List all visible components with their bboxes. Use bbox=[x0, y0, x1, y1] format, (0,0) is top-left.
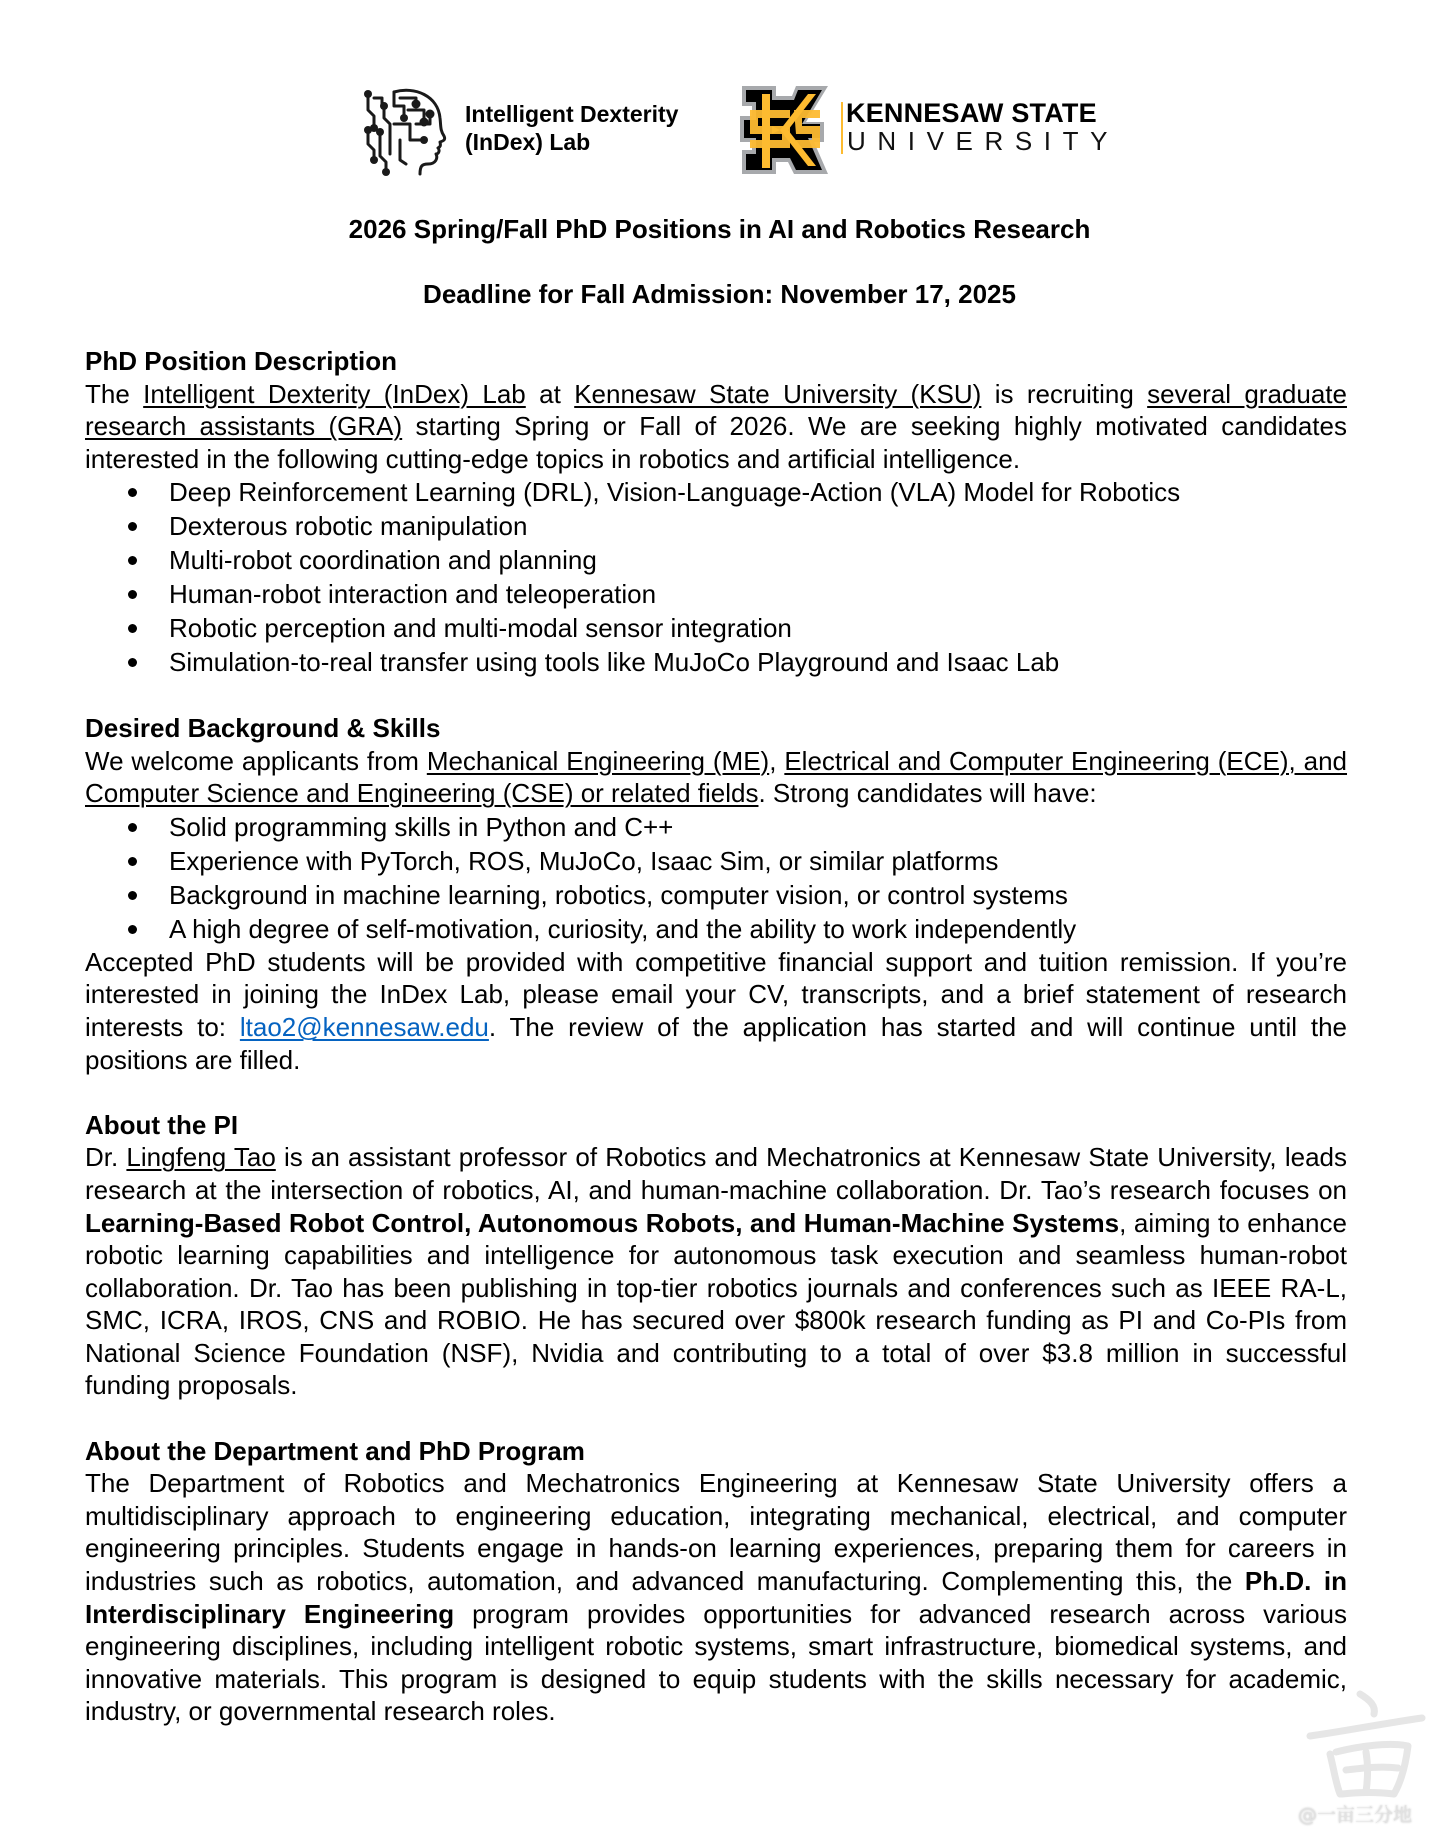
pi-name-link[interactable]: Lingfeng Tao bbox=[126, 1142, 276, 1173]
bullet-icon bbox=[128, 488, 137, 497]
section-heading: About the PI bbox=[85, 1109, 239, 1140]
lab-link[interactable]: Intelligent Dexterity (InDex) Lab bbox=[143, 378, 526, 409]
research-areas-bold: Learning-Based Robot Control, Autonomous Robots, and Human-Machine Systems bbox=[85, 1207, 1120, 1238]
text-run: Dr. bbox=[85, 1142, 127, 1173]
text-run: at bbox=[525, 378, 575, 409]
page-title: 2026 Spring/Fall PhD Positions in AI and Robotics Research bbox=[348, 214, 1091, 244]
list-item bbox=[85, 810, 1347, 844]
list-item bbox=[85, 475, 1347, 509]
lab-name bbox=[465, 100, 678, 156]
program-name-bold: Ph.D. in Interdisciplinary Engineering bbox=[85, 1566, 1347, 1629]
text-run: The Department of Robotics and Mechatronics Engineering at Kennesaw State University offers a multidisciplinary approach to engineering education, integrating mechanical, electrical, and computer engineering principles. Students engage in hands-on learning experiences, preparing them for careers in industries such as robotics, automation, and advanced manufacturing. Complementing this, the bbox=[85, 1468, 1347, 1597]
university-name-line1: KENNESAW STATE bbox=[846, 98, 1097, 128]
list-item bbox=[85, 912, 1347, 946]
list-item bbox=[85, 878, 1347, 912]
pi-paragraph bbox=[85, 1141, 1347, 1402]
list-item bbox=[85, 577, 1347, 611]
background-intro-paragraph bbox=[85, 745, 1347, 810]
bullet-icon bbox=[128, 624, 137, 633]
text-run: . Strong candidates will have: bbox=[758, 778, 1097, 809]
list-item-text: Solid programming skills in Python and C++ bbox=[169, 811, 674, 842]
me-link[interactable]: Mechanical Engineering (ME) bbox=[426, 745, 770, 776]
position-intro-paragraph bbox=[85, 378, 1347, 476]
list-item bbox=[85, 509, 1347, 543]
text-run: is an assistant professor of Robotics and Mechatronics at Kennesaw State University, leads research at the intersection of robotics, AI, and human-machine collaboration. Dr. Tao’s research focuses on bbox=[85, 1142, 1347, 1205]
bullet-icon bbox=[128, 522, 137, 531]
text-run: starting Spring or Fall of 2026. We are seeking highly motivated candidates interested in the following cutting-edge topics in robotics and artificial intelligence. bbox=[85, 411, 1347, 474]
document-body bbox=[85, 345, 1347, 1728]
bullet-icon bbox=[128, 857, 137, 866]
bullet-icon bbox=[128, 891, 137, 900]
email-link[interactable]: ltao2@kennesaw.edu bbox=[239, 1011, 489, 1042]
lab-name-line1: Intelligent Dexterity bbox=[465, 101, 679, 127]
section-position-description bbox=[85, 345, 1347, 679]
circuit-head-icon bbox=[360, 84, 450, 176]
gra-link[interactable]: several graduate research assistants (GRA) bbox=[85, 378, 1347, 442]
text-run: Accepted PhD students will be provided with competitive financial support and tuition remission. If you’re interested in joining the InDex Lab, please email your CV, transcripts, and a brief statement of research interests to: bbox=[85, 946, 1347, 1042]
department-paragraph bbox=[85, 1467, 1347, 1728]
section-background-skills bbox=[85, 712, 1347, 1076]
application-paragraph bbox=[85, 946, 1347, 1076]
spacer bbox=[85, 1076, 1347, 1109]
list-item-text: Human-robot interaction and teleoperation bbox=[169, 579, 657, 610]
bullet-icon bbox=[128, 658, 137, 667]
section-heading: About the Department and PhD Program bbox=[85, 1435, 585, 1466]
skills-list bbox=[85, 810, 1347, 946]
ece-cse-link[interactable]: Electrical and Computer Engineering (ECE), and Computer Science and Engineering (CSE) or related fields bbox=[85, 745, 1348, 809]
section-about-department bbox=[85, 1435, 1347, 1728]
list-item-text: A high degree of self-motivation, curiosity, and the ability to work independently bbox=[169, 913, 1077, 944]
list-item bbox=[85, 543, 1347, 577]
bullet-icon bbox=[128, 556, 137, 565]
section-about-pi bbox=[85, 1109, 1347, 1402]
deadline-line: Deadline for Fall Admission: November 17, 2025 bbox=[423, 279, 1016, 309]
list-item-text: Multi-robot coordination and planning bbox=[169, 545, 597, 576]
list-item-text: Deep Reinforcement Learning (DRL), Vision-Language-Action (VLA) Model for Robotics bbox=[169, 477, 1181, 508]
text-run: , bbox=[769, 745, 785, 776]
research-topics-list bbox=[85, 475, 1347, 679]
spacer bbox=[85, 1402, 1347, 1435]
list-item-text: Robotic perception and multi-modal sensor integration bbox=[169, 613, 792, 644]
text-run: is recruiting bbox=[981, 378, 1148, 409]
list-item-text: Background in machine learning, robotics, computer vision, or control systems bbox=[169, 879, 1068, 910]
watermark-text: @一亩三分地 bbox=[1298, 1804, 1413, 1826]
list-item-text: Dexterous robotic manipulation bbox=[169, 511, 528, 542]
list-item-text: Simulation-to-real transfer using tools like MuJoCo Playground and Isaac Lab bbox=[169, 647, 1060, 678]
text-run: . The review of the application has started and will continue until the positions are filled. bbox=[85, 1011, 1347, 1075]
spacer bbox=[85, 679, 1347, 712]
list-item-text: Experience with PyTorch, ROS, MuJoCo, Isaac Sim, or similar platforms bbox=[169, 845, 999, 876]
bullet-icon bbox=[128, 925, 137, 934]
section-heading: PhD Position Description bbox=[85, 346, 398, 376]
university-link[interactable]: Kennesaw State University (KSU) bbox=[574, 378, 982, 409]
list-item bbox=[85, 645, 1347, 679]
bullet-icon bbox=[128, 823, 137, 832]
bullet-icon bbox=[128, 590, 137, 599]
section-heading: Desired Background & Skills bbox=[85, 712, 441, 743]
logo-divider bbox=[841, 102, 843, 154]
text-run: , aiming to enhance robotic learning capabilities and intelligence for autonomous task execution and seamless human-robot collaboration. Dr. Tao has been publishing in top-tier robotics journals and conferences such as IEEE RA-L, SMC, ICRA, IROS, CNS and ROBIO. He has secured over $800k research funding as PI and Co-PIs from National Science Foundation (NSF), Nvidia and contributing to a total of over $3.8 million in successful funding proposals. bbox=[85, 1207, 1347, 1401]
list-item bbox=[85, 611, 1347, 645]
text-run: The bbox=[85, 378, 144, 409]
lab-name-line2: (InDex) Lab bbox=[465, 129, 591, 155]
university-name-line2: UNIVERSITY bbox=[847, 126, 1120, 156]
text-run: We welcome applicants from bbox=[85, 745, 427, 776]
text-run: program provides opportunities for advanced research across various engineering disciplines, including intelligent robotic systems, smart infrastructure, biomedical systems, and innovative materials. This program is designed to equip students with the skills necessary for academic, industry, or governmental research roles. bbox=[85, 1598, 1347, 1727]
ksu-monogram-icon bbox=[736, 82, 832, 178]
list-item bbox=[85, 844, 1347, 878]
